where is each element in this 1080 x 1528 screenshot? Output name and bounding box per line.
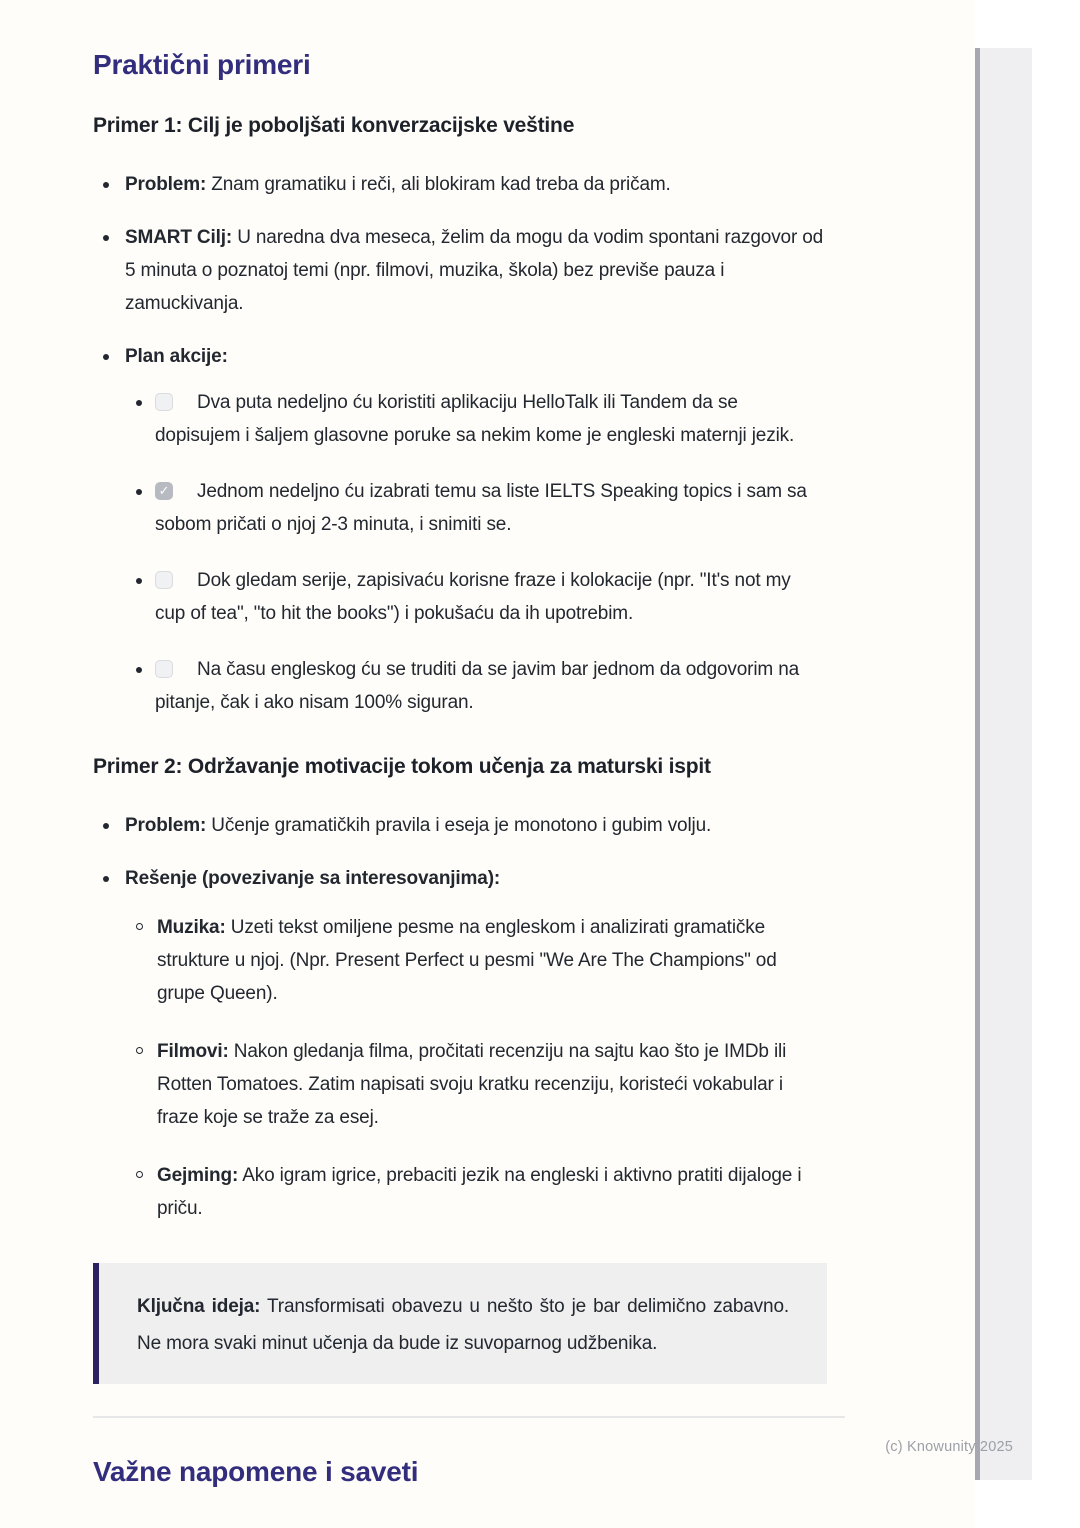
copyright-footer: (c) Knowunity 2025 [885,1439,1013,1455]
resenje-sublist [125,911,825,1225]
bullet-label: Rešenje (povezivanje sa interesovanjima): [125,868,501,889]
list-item [93,340,825,719]
bullet-label: Plan akcije: [125,346,228,367]
check-icon: ✓ [158,483,170,498]
checklist-text: Dok gledam serije, zapisivaću korisne fraze i kolokacije (npr. "It's not my cup of tea", "to hit the books") i pokušaću da ih upotrebim. [155,570,791,624]
bullet-label: Problem: [125,174,207,195]
primer1-title: Primer 1: Cilj je poboljšati konverzacijske veštine [93,114,575,137]
checklist-text: Na času engleskog ću se truditi da se javim bar jednom da odgovorim na pitanje, čak i ako nisam 100% siguran. [155,659,800,713]
checklist-text: Jednom nedeljno ću izabrati temu sa liste IELTS Speaking topics i sam sa sobom pričati o njoj 2-3 minuta, i snimiti se. [155,481,807,535]
section-divider [93,1416,845,1418]
bullet-label: Muzika: [157,917,226,938]
checklist-text: Dva puta nedeljno ću koristiti aplikaciju HelloTalk ili Tandem da se dopisujem i šaljem glasovne poruke sa nekim kome je engleski maternji jezik. [155,392,795,446]
bullet-label: Gejming: [157,1165,239,1186]
bullet-text: Nakon gledanja filma, pročitati recenziju na sajtu kao što je IMDb ili Rotten Tomatoes. Zatim napisati svoju kratku recenziju, koristeći vokabular i fraze koje se traže za esej. [157,1041,787,1128]
bullet-label: SMART Cilj: [125,227,233,248]
list-item [93,168,825,201]
list-item [93,221,825,320]
bullet-text: U naredna dva meseca, želim da mogu da vodim spontani razgovor od 5 minuta o poznatoj temi (npr. filmovi, muzika, škola) bez previše pauza i zamuckivanja. [125,227,824,314]
checkbox-icon[interactable] [155,660,173,678]
scrollbar-track[interactable] [980,48,1032,1480]
checklist-item [155,475,825,541]
callout-text: Transformisati obavezu u nešto što je bar delimično zabavno. Ne mora svaki minut učenja da bude iz suvoparnog udžbenika. [137,1296,789,1354]
sublist-item [157,1159,820,1225]
primer1-bullet-list [93,168,833,719]
sublist-item [157,911,820,1010]
list-item [93,862,825,1225]
bullet-text: Ako igram igrice, prebaciti jezik na engleski i aktivno pratiti dijaloge i priču. [157,1165,802,1219]
bullet-label: Problem: [125,815,207,836]
bullet-text: Uzeti tekst omiljene pesme na engleskom i analizirati gramatičke strukture u njoj. (Npr. Present Perfect u pesmi "We Are The Champions" od grupe Queen). [157,917,777,1004]
section-title-vazne-napomene: Važne napomene i saveti [93,1456,419,1487]
sublist-item [157,1035,820,1134]
checkbox-icon[interactable] [155,393,173,411]
key-idea-callout [93,1263,827,1384]
callout-label: Ključna ideja: [137,1296,261,1317]
checkbox-icon[interactable] [155,482,173,500]
bullet-text: Učenje gramatičkih pravila i eseja je monotono i gubim volju. [206,815,712,836]
bullet-text: Znam gramatiku i reči, ali blokiram kad treba da pričam. [206,174,671,195]
section-title-prakticni-primeri: Praktični primeri [93,49,311,80]
checklist-item [155,653,825,719]
primer2-title: Primer 2: Održavanje motivacije tokom učenja za maturski ispit [93,755,711,778]
checklist-item [155,386,825,452]
checklist-item [155,564,825,630]
checkbox-icon[interactable] [155,571,173,589]
document-content [93,0,833,1489]
list-item [93,809,825,842]
primer1-checklist [125,386,825,719]
scrollbar-thumb[interactable] [975,48,980,1480]
bullet-label: Filmovi: [157,1041,229,1062]
primer2-bullet-list [93,809,833,1225]
